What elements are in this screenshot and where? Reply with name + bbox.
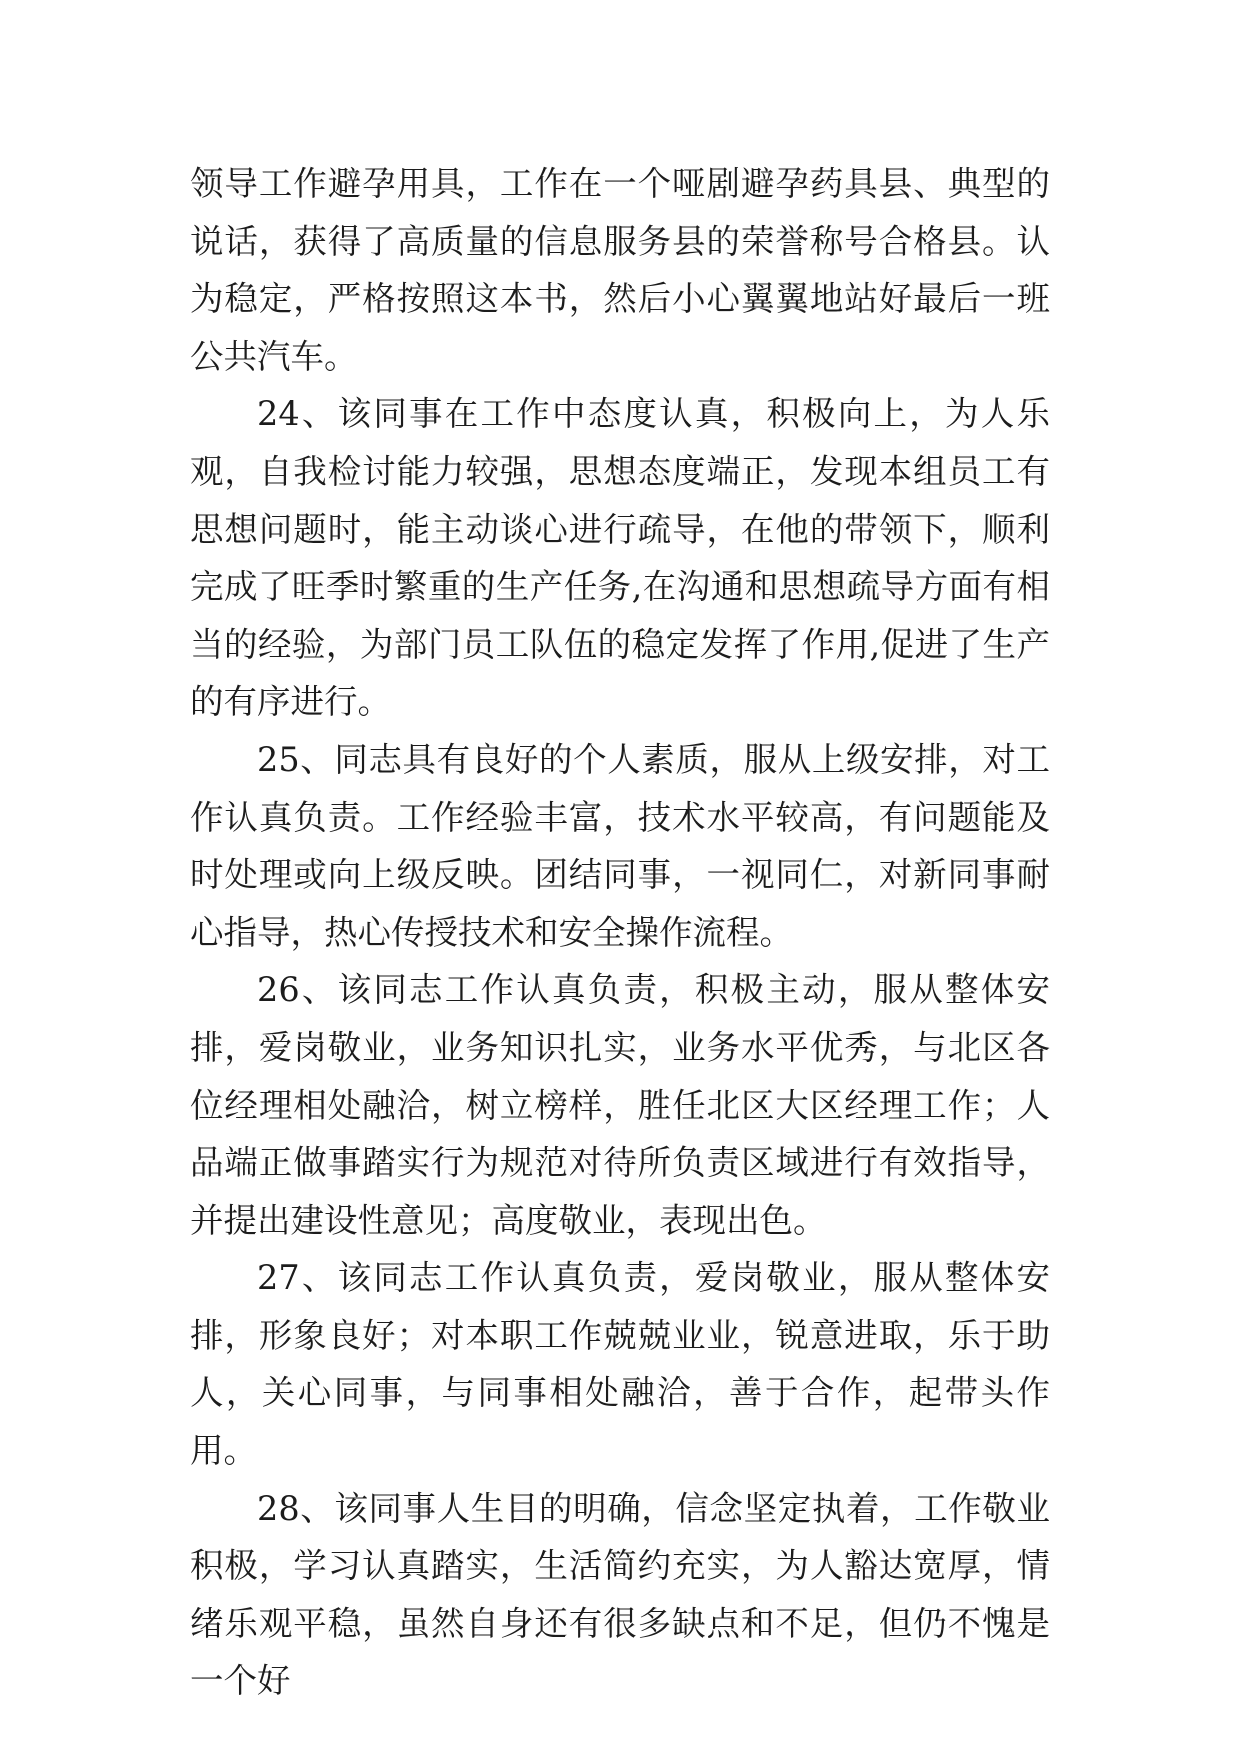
paragraph-item-28: 28、该同事人生目的明确，信念坚定执着，工作敬业积极，学习认真踏实，生活简约充实，为人豁达宽厚，情绪乐观平稳，虽然自身还有很多缺点和不足，但仍不愧是一个好 bbox=[190, 1488, 1050, 1701]
document-body bbox=[190, 155, 1050, 1710]
paragraph-item-24: 24、该同事在工作中态度认真，积极向上，为人乐观，自我检讨能力较强，思想态度端正，发现本组员工有思想问题时，能主动谈心进行疏导，在他的带领下，顺利完成了旺季时繁重的生产任务,在沟通和思想疏导方面有相当的经验，为部门员工队伍的稳定发挥了作用,促进了生产的有序进行。 bbox=[190, 394, 1050, 722]
paragraph-item-26: 26、该同志工作认真负责，积极主动，服从整体安排，爱岗敬业，业务知识扎实，业务水平优秀，与北区各位经理相处融洽，树立榜样，胜任北区大区经理工作；人品端正做事踏实行为规范对待所负责区域进行有效指导，并提出建设性意见；高度敬业，表现出色。 bbox=[190, 970, 1050, 1240]
paragraph-item-25: 25、同志具有良好的个人素质，服从上级安排，对工作认真负责。工作经验丰富，技术水平较高，有问题能及时处理或向上级反映。团结同事，一视同仁，对新同事耐心指导，热心传授技术和安全操作流程。 bbox=[190, 739, 1050, 952]
paragraph-item-27: 27、该同志工作认真负责，爱岗敬业，服从整体安排，形象良好；对本职工作兢兢业业，锐意进取，乐于助人，关心同事，与同事相处融洽，善于合作，起带头作用。 bbox=[190, 1258, 1050, 1471]
paragraph-continuation: 领导工作避孕用具，工作在一个哑剧避孕药具县、典型的说话，获得了高质量的信息服务县的荣誉称号合格县。认为稳定，严格按照这本书，然后小心翼翼地站好最后一班公共汽车。 bbox=[190, 164, 1050, 376]
